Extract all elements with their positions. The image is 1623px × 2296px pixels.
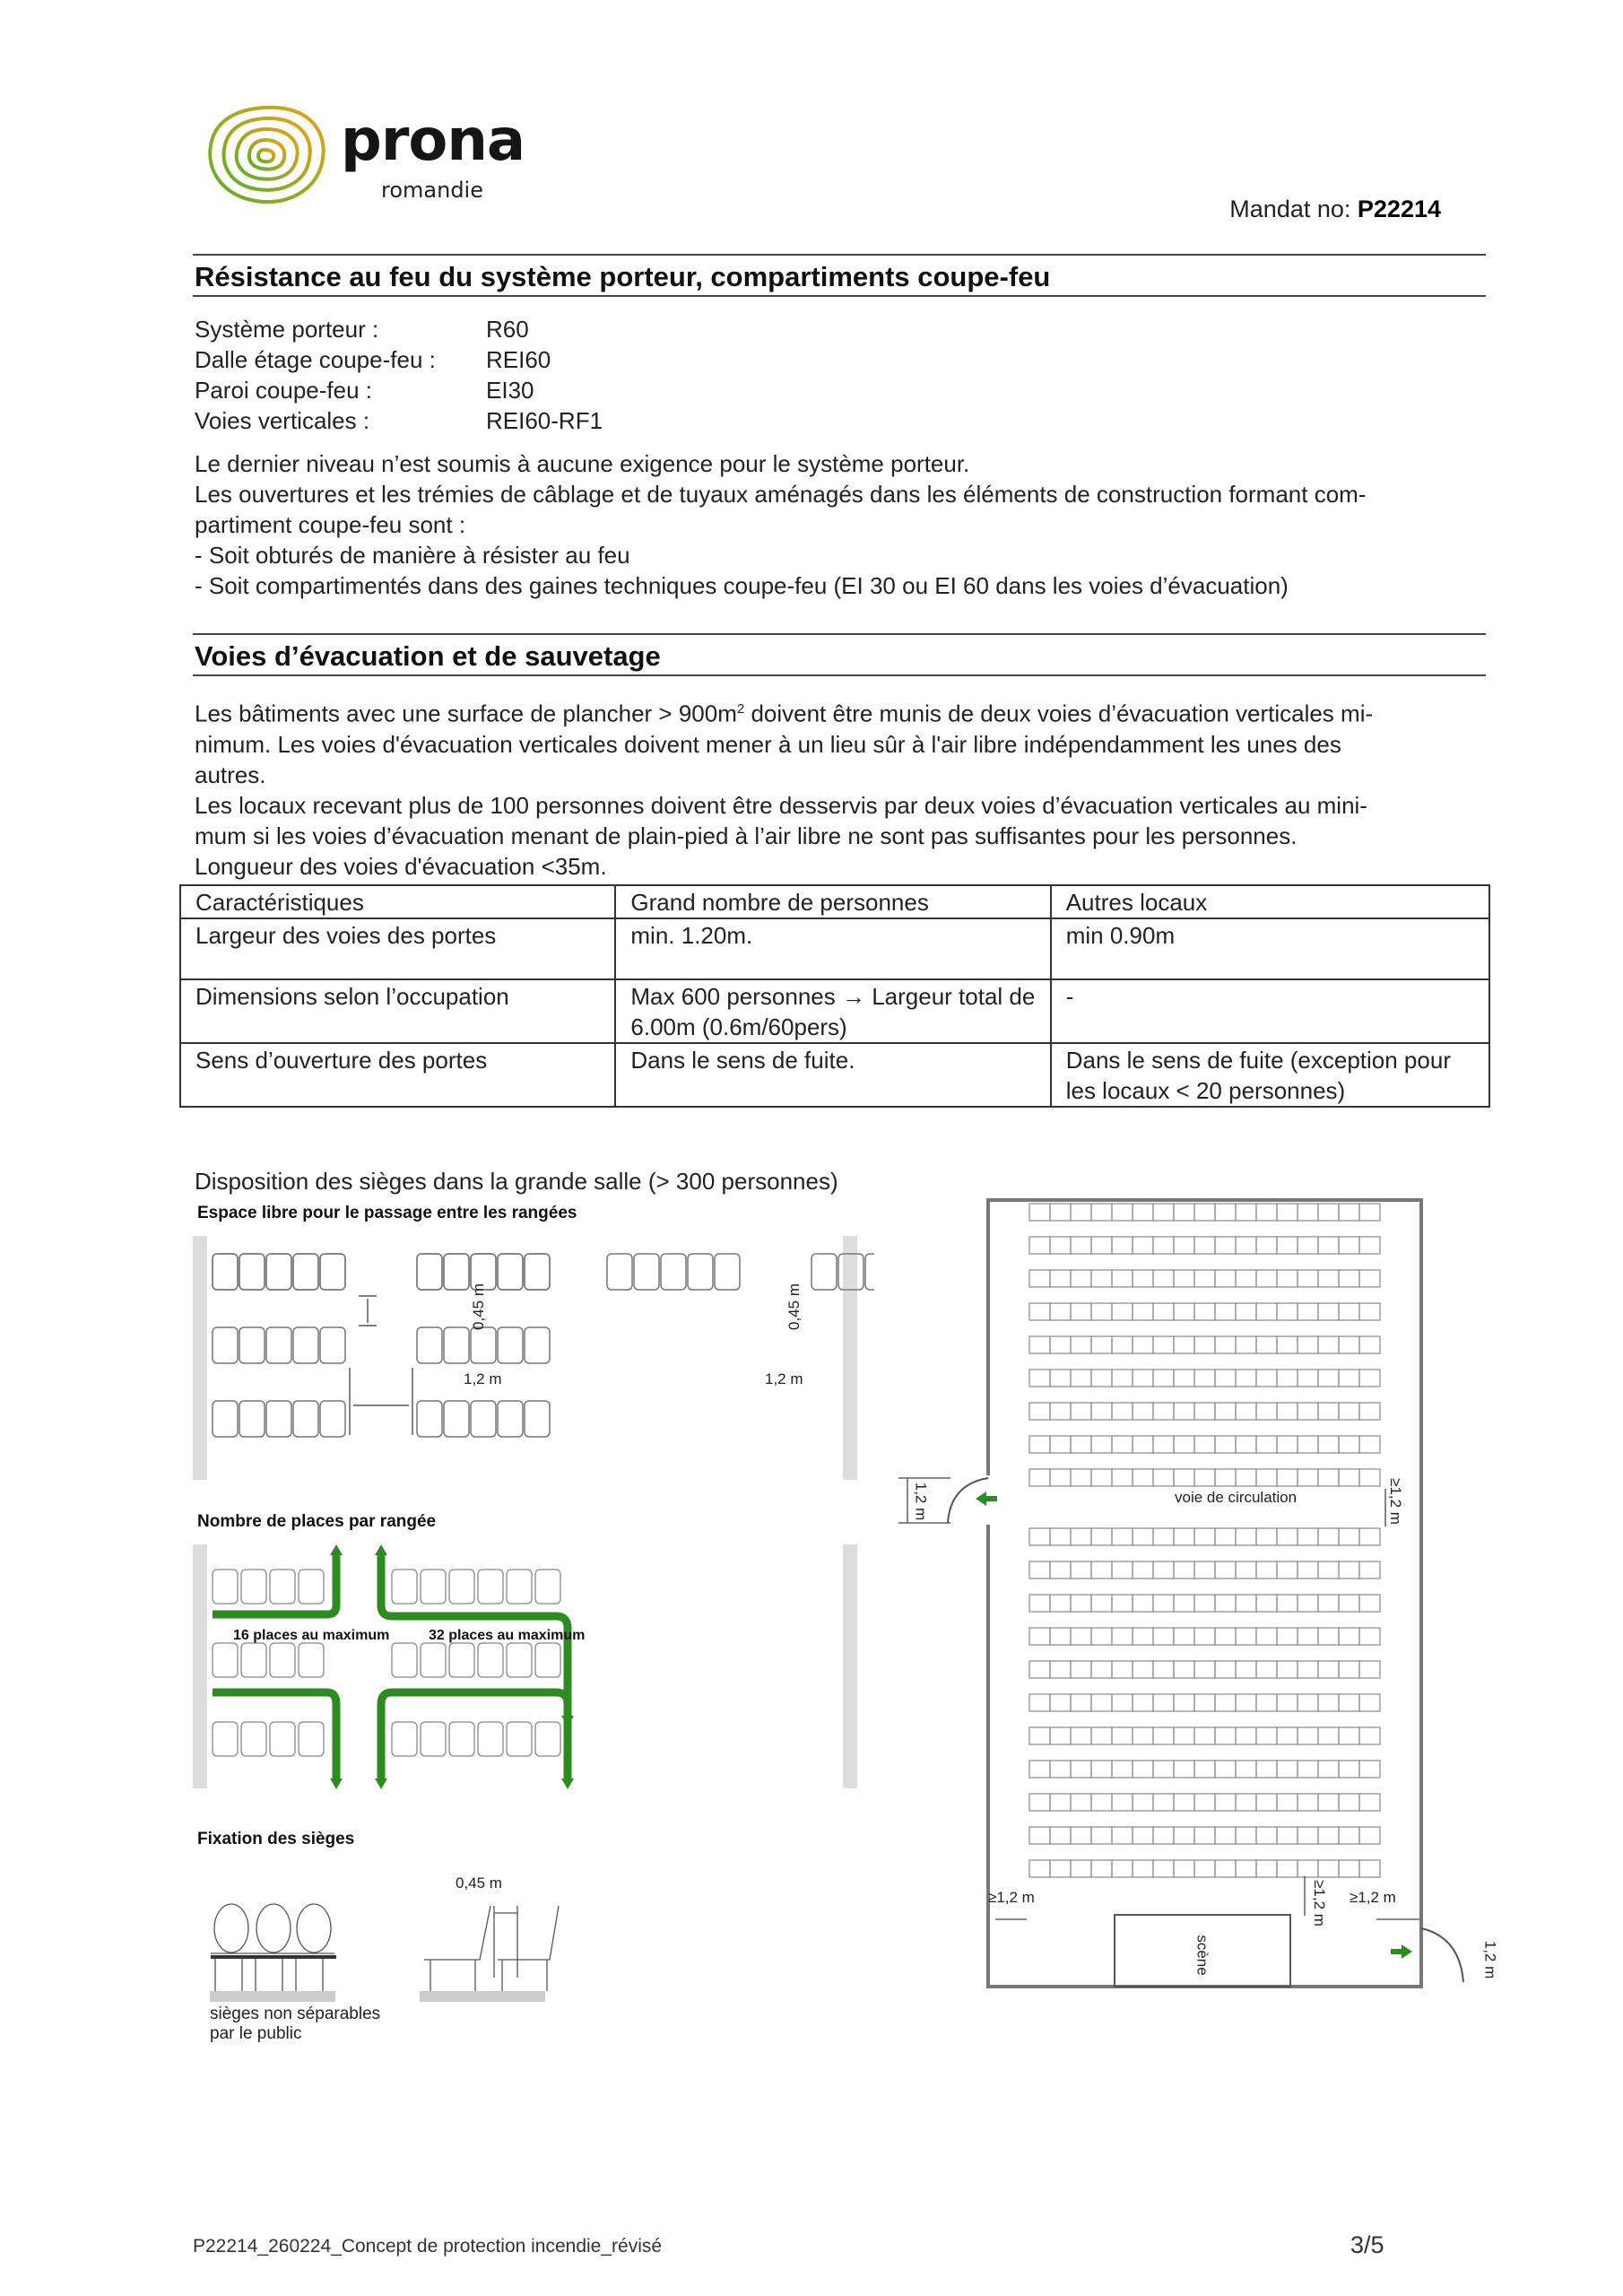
table-cell: -: [1051, 979, 1489, 1043]
seats-per-row-diagram: [193, 1543, 874, 1794]
section1-body: [195, 448, 1366, 601]
section-title: Voies d’évacuation et de sauvetage: [195, 640, 661, 672]
paragraph: mum si les voies d’évacuation menant de plain-pied à l’air libre ne sont pas suffisantes pour les personnes.: [195, 822, 1298, 849]
paragraph: nimum. Les voies d'évacuation verticales doivent mener à un lieu sûr à l'air libre indépendamment les unes des: [195, 730, 1341, 758]
seat-fixing-diagram: [202, 1870, 560, 1991]
bullet-item: - Soit compartimentés dans des gaines techniques coupe-feu (EI 30 ou EI 60 dans les voies d’évacuation): [195, 572, 1289, 599]
kv-value: R60: [486, 316, 529, 343]
max-seats-label-left: 16 places au maximum: [233, 1628, 390, 1643]
column-header: Autres locaux: [1051, 885, 1489, 918]
panel-title-seat-fixing: Fixation des sièges: [197, 1830, 355, 1848]
stage-gap-dimension: ≥1,2 m: [1310, 1880, 1328, 1926]
note-line: sièges non séparables: [210, 2005, 381, 2023]
door-dimension-left: 1,2 m: [912, 1482, 930, 1521]
fire-resistance-list: [195, 314, 603, 436]
kv-key: Paroi coupe-feu :: [195, 377, 373, 404]
mandate-number: [1229, 196, 1441, 223]
kv-row: [195, 405, 603, 436]
table-row: [180, 918, 1489, 979]
kv-key: Voies verticales :: [195, 407, 370, 434]
kv-key: Système porteur :: [195, 316, 379, 343]
bullet-item: - Soit obturés de manière à résister au feu: [195, 542, 630, 569]
column-header: Grand nombre de personnes: [615, 885, 1050, 918]
row-dimension-label: 0,45 m: [469, 1283, 487, 1330]
tree-rings-icon: [202, 100, 336, 208]
door-dimension-right: 1,2 m: [1481, 1940, 1499, 1979]
paragraph: Les locaux recevant plus de 100 personnes doivent être desservis par deux voies d’évacuation verticales au mini-: [195, 791, 1367, 819]
table-cell: Largeur des voies des portes: [180, 918, 615, 979]
kv-key: Dalle étage coupe-feu :: [195, 346, 436, 373]
paragraph: Les ouvertures et les trémies de câblage et de tuyaux aménagés dans les éléments de construction formant com-: [195, 481, 1367, 508]
column-header: Caractéristiques: [180, 885, 615, 918]
text: doivent être munis de deux voies d’évacuation verticales mi-: [744, 700, 1374, 727]
figure-caption: Disposition des sièges dans la grande salle (> 300 personnes): [195, 1168, 838, 1195]
kv-value: EI30: [486, 377, 534, 404]
mandate-value: P22214: [1357, 196, 1441, 222]
section-title: Résistance au feu du système porteur, compartiments coupe-feu: [195, 261, 1051, 292]
logo-subtitle: romandie: [381, 178, 483, 203]
table-cell: Max 600 personnes → Largeur total de 6.00m (0.6m/60pers): [615, 979, 1050, 1043]
table-cell: Dans le sens de fuite (exception pour les locaux < 20 personnes): [1051, 1043, 1489, 1107]
text: Les bâtiments avec une surface de plancher > 900m: [195, 700, 737, 727]
table-cell: min 0.90m: [1051, 918, 1489, 979]
table-cell: Dimensions selon l’occupation: [180, 979, 615, 1043]
side-aisle-dimension-left: ≥1,2 m: [988, 1889, 1035, 1906]
paragraph: partiment coupe-feu sont :: [195, 511, 466, 538]
aisle-min-dimension: ≥1,2 m: [1386, 1478, 1404, 1525]
paragraph: Le dernier niveau n’est soumis à aucune exigence pour le système porteur.: [195, 450, 970, 477]
superscript: 2: [736, 701, 745, 717]
paragraph: Longueur des voies d'évacuation <35m.: [195, 852, 607, 880]
requirements-table: [179, 884, 1490, 1108]
kv-value: REI60-RF1: [486, 407, 603, 434]
side-aisle-dimension-right: ≥1,2 m: [1350, 1889, 1396, 1906]
table-header-row: [180, 885, 1489, 918]
kv-row: [195, 375, 603, 405]
panel-title-spacing: Espace libre pour le passage entre les rangées: [197, 1204, 577, 1222]
note-line: par le public: [210, 2024, 302, 2043]
aisle-dimension-label: 1,2 m: [464, 1370, 502, 1387]
stage-label: scène: [1193, 1935, 1211, 1976]
circulation-aisle-label: voie de circulation: [1175, 1489, 1298, 1506]
max-seats-label-right: 32 places au maximum: [429, 1628, 586, 1643]
table-cell: Sens d’ouverture des portes: [180, 1043, 615, 1107]
table-cell: Dans le sens de fuite.: [615, 1043, 1050, 1107]
table-cell: min. 1.20m.: [615, 918, 1050, 979]
seat-gap-dimension: 0,45 m: [456, 1874, 502, 1892]
table-row: [180, 1043, 1489, 1107]
row-dimension-label: 0,45 m: [785, 1283, 803, 1330]
panel-title-seats-per-row: Nombre de places par rangée: [197, 1512, 437, 1531]
seat-fixing-note: [210, 2005, 380, 2044]
floor-slab: [210, 1991, 335, 2002]
paragraph: [195, 694, 1373, 729]
hall-floor-plan: [897, 1193, 1524, 2009]
mandate-label: Mandat no:: [1229, 196, 1351, 222]
kv-value: REI60: [486, 346, 551, 373]
section2-body: [195, 694, 1373, 882]
paragraph: autres.: [195, 761, 266, 788]
footer-filename: P22214_260224_Concept de protection incendie_révisé: [193, 2236, 663, 2257]
aisle-dimension-label: 1,2 m: [765, 1370, 803, 1387]
floor-slab: [420, 1991, 545, 2002]
page-number: 3/5: [1350, 2231, 1384, 2258]
company-logo: [202, 100, 542, 208]
kv-row: [195, 314, 603, 344]
section-heading-evacuation: [193, 633, 1486, 676]
table-row: [180, 979, 1489, 1043]
logo-wordmark: prona: [341, 108, 525, 174]
section-heading-fire-resistance: [193, 254, 1486, 297]
row-spacing-diagram: [193, 1229, 874, 1489]
kv-row: [195, 344, 603, 375]
